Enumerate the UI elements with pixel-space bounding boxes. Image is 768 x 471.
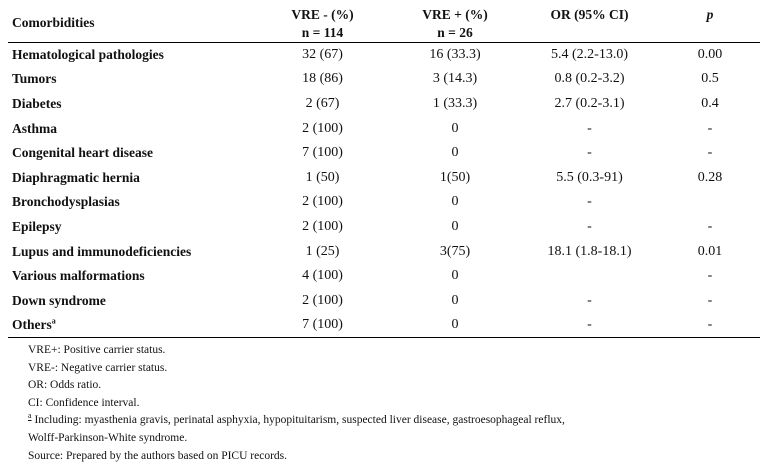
- cell-vre-negative: 7 (100): [302, 317, 343, 333]
- cell-vre-negative: 2 (100): [302, 194, 343, 210]
- cell-vre-negative: 32 (67): [302, 47, 343, 63]
- table-row: [8, 92, 760, 117]
- table-row: [8, 313, 760, 338]
- cell-p-value: -: [707, 218, 713, 234]
- cell-vre-negative: 4 (100): [302, 268, 343, 284]
- cell-vre-negative: 2 (100): [302, 292, 343, 308]
- header-vre-negative-n: n = 114: [301, 25, 344, 40]
- cell-vre-positive: 0: [451, 218, 459, 234]
- footnote-odds-ratio: OR: Odds ratio.: [28, 379, 102, 392]
- cell-odds-ratio: 18.1 (1.8-18.1): [547, 243, 632, 259]
- cell-odds-ratio: 5.5 (0.3-91): [556, 169, 623, 185]
- cell-vre-positive: 0: [451, 120, 459, 136]
- cell-comorbidity: [8, 239, 254, 264]
- table-row: [8, 116, 760, 141]
- cell-comorbidity: [8, 67, 254, 92]
- comorbidity-label: Congenital heart disease: [12, 145, 153, 161]
- footnote-including: [28, 412, 565, 430]
- cell-vre-positive: 1 (33.3): [432, 95, 478, 111]
- cell-comorbidity: [8, 288, 254, 313]
- footnote-including-line1: Including: myasthenia gravis, perinatal asphyxia, hypopituitarism, suspected liver disease, gastroesophageal reflux,: [34, 414, 565, 427]
- footnote-confidence-interval: CI: Confidence interval.: [28, 396, 140, 409]
- cell-comorbidity: [8, 313, 254, 338]
- comorbidity-label: Diabetes: [12, 95, 62, 111]
- cell-comorbidity: [8, 92, 254, 117]
- cell-p-value: [660, 190, 760, 215]
- header-vre-negative: [254, 3, 391, 43]
- cell-odds-ratio: 2.7 (0.2-3.1): [554, 95, 625, 111]
- cell-vre-negative: 1 (25): [305, 243, 340, 259]
- cell-vre-positive: 0: [451, 268, 459, 284]
- footnote-including-line2: Wolff-Parkinson-White syndrome.: [28, 431, 188, 444]
- cell-p-value: -: [707, 317, 713, 333]
- table-row: [8, 67, 760, 92]
- comorbidity-label: Asthma: [12, 120, 58, 136]
- cell-p-value: -: [707, 292, 713, 308]
- cell-vre-positive: 0: [451, 317, 459, 333]
- table-row: [8, 190, 760, 215]
- cell-p-value: 0.28: [697, 169, 723, 185]
- cell-odds-ratio: -: [587, 120, 592, 136]
- cell-p-value: 0.00: [697, 47, 723, 63]
- comorbidity-label: Bronchodysplasias: [12, 194, 120, 210]
- cell-vre-negative: 2 (100): [302, 218, 343, 234]
- cell-vre-positive: 1(50): [439, 169, 471, 185]
- cell-odds-ratio: -: [587, 145, 592, 161]
- cell-odds-ratio: -: [587, 218, 592, 234]
- cell-comorbidity: [8, 43, 254, 68]
- cell-vre-positive: 16 (33.3): [429, 47, 481, 63]
- cell-comorbidity: [8, 215, 254, 240]
- cell-vre-negative: 18 (86): [302, 71, 343, 87]
- comorbidity-label: Lupus and immunodeficiencies: [12, 243, 192, 259]
- cell-p-value: -: [707, 268, 713, 284]
- cell-vre-positive: 0: [451, 292, 459, 308]
- cell-comorbidity: [8, 264, 254, 289]
- table-row: [8, 141, 760, 166]
- comorbidity-label: Various malformations: [12, 268, 145, 284]
- cell-comorbidity: [8, 141, 254, 166]
- table-header: [8, 3, 760, 43]
- cell-p-value: 0.4: [701, 95, 719, 111]
- cell-vre-positive: 0: [451, 194, 459, 210]
- comorbidity-label: Tumors: [12, 71, 57, 87]
- cell-vre-negative: 1 (50): [305, 169, 340, 185]
- comorbidities-table: [8, 3, 760, 338]
- table-row: [8, 239, 760, 264]
- header-odds-ratio: OR (95% CI): [550, 7, 629, 22]
- header-p-value: [660, 3, 760, 43]
- cell-vre-positive: 3(75): [439, 243, 471, 259]
- cell-comorbidity: [8, 165, 254, 190]
- cell-odds-ratio: 5.4 (2.2-13.0): [551, 47, 628, 63]
- comorbidity-label: Down syndrome: [12, 292, 106, 308]
- comorbidity-label: Others: [12, 317, 52, 333]
- cell-vre-positive: 0: [451, 145, 459, 161]
- comorbidity-label: Diaphragmatic hernia: [12, 169, 140, 185]
- footnote-vre-negative: VRE-: Negative carrier status.: [28, 361, 168, 374]
- header-vre-positive-n: n = 26: [437, 25, 473, 40]
- table-body: [8, 43, 760, 338]
- cell-odds-ratio: 0.8 (0.2-3.2): [554, 71, 625, 87]
- footnote-marker: a: [28, 411, 32, 421]
- header-comorbidities: Comorbidities: [12, 14, 95, 30]
- table-row: [8, 288, 760, 313]
- header-vre-positive: [391, 3, 519, 43]
- comorbidity-label: Hematological pathologies: [12, 47, 164, 63]
- cell-comorbidity: [8, 190, 254, 215]
- footnote-source: Source: Prepared by the authors based on PICU records.: [28, 449, 288, 462]
- table-footnotes: [28, 342, 565, 465]
- cell-p-value: 0.01: [697, 243, 723, 259]
- footnote-vre-positive: VRE+: Positive carrier status.: [28, 344, 166, 356]
- header-p-label: p: [706, 7, 714, 22]
- cell-odds-ratio: -: [587, 292, 592, 308]
- cell-odds-ratio: -: [587, 194, 592, 210]
- cell-comorbidity: [8, 116, 254, 141]
- table-row: [8, 43, 760, 68]
- cell-vre-negative: 2 (67): [305, 95, 340, 111]
- cell-vre-negative: 2 (100): [302, 120, 343, 136]
- cell-p-value: -: [707, 120, 713, 136]
- cell-vre-positive: 3 (14.3): [432, 71, 478, 87]
- cell-p-value: -: [707, 145, 713, 161]
- header-vre-negative-label: VRE - (%): [291, 7, 354, 22]
- cell-vre-negative: 7 (100): [302, 145, 343, 161]
- cell-odds-ratio: [519, 264, 660, 289]
- table-row: [8, 215, 760, 240]
- table-row: [8, 264, 760, 289]
- header-vre-positive-label: VRE + (%): [422, 7, 488, 22]
- cell-p-value: 0.5: [701, 71, 719, 87]
- table-row: [8, 165, 760, 190]
- comorbidity-label: Epilepsy: [12, 218, 62, 234]
- footnote-marker: a: [51, 316, 56, 326]
- cell-odds-ratio: -: [587, 317, 592, 333]
